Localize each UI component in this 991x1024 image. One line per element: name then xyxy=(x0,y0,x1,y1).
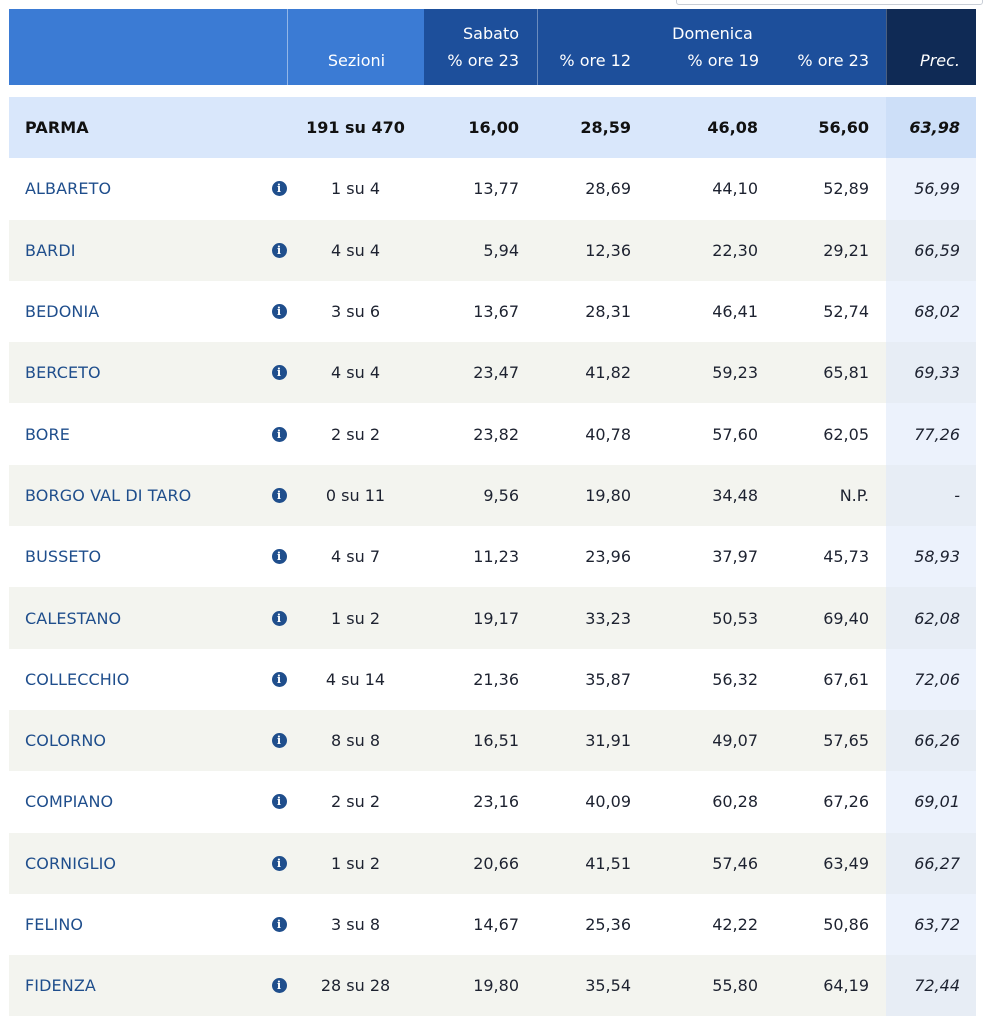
info-button[interactable] xyxy=(269,403,289,464)
domenica-ore23-value: 52,89 xyxy=(823,179,869,199)
municipality-name[interactable]: CORNIGLIO xyxy=(25,853,117,873)
total-domenica-ore12: 28,59 xyxy=(580,118,631,138)
domenica-ore12-value: 19,80 xyxy=(585,485,631,505)
info-circle-icon[interactable]: i xyxy=(272,181,287,196)
sezioni-count: 28 su 28 xyxy=(320,976,391,996)
info-circle-icon[interactable]: i xyxy=(272,488,287,503)
prec-value: 72,44 xyxy=(914,976,960,996)
info-button[interactable] xyxy=(269,955,289,1016)
prec-value: 66,59 xyxy=(914,240,960,260)
municipality-name[interactable]: FELINO xyxy=(25,915,84,934)
header-domenica-ore12: % ore 12 xyxy=(559,51,631,70)
header-blank-cell xyxy=(9,9,287,85)
table-row xyxy=(9,465,976,526)
info-button[interactable] xyxy=(269,526,289,587)
prec-value: - xyxy=(954,485,960,505)
domenica-ore19-value: 59,23 xyxy=(712,363,758,383)
domenica-ore19-value: 57,60 xyxy=(712,424,758,444)
domenica-ore12-value: 25,36 xyxy=(585,915,631,934)
domenica-ore12-value: 35,54 xyxy=(585,976,631,996)
municipality-name[interactable]: BERCETO xyxy=(25,363,101,383)
sezioni-count: 2 su 2 xyxy=(330,792,380,812)
total-sabato-ore23: 16,00 xyxy=(468,118,519,138)
domenica-ore23-value: N.P. xyxy=(839,485,869,505)
prec-value: 68,02 xyxy=(914,302,960,322)
municipality-name[interactable]: BORGO VAL DI TARO xyxy=(25,485,192,505)
prec-value: 66,27 xyxy=(914,853,960,873)
municipality-name[interactable]: BORE xyxy=(25,424,70,444)
header-sabato-label: Sabato xyxy=(463,24,519,43)
sabato-ore23-value: 20,66 xyxy=(473,853,519,873)
domenica-ore12-value: 41,82 xyxy=(585,363,631,383)
info-circle-icon[interactable]: i xyxy=(272,856,287,871)
sezioni-count: 4 su 7 xyxy=(330,547,380,567)
total-name: PARMA xyxy=(25,118,89,138)
table-row xyxy=(9,955,976,1016)
prec-value: 69,01 xyxy=(914,792,960,812)
table-row xyxy=(9,158,976,219)
header-domenica-label: Domenica xyxy=(672,24,753,43)
domenica-ore23-value: 57,65 xyxy=(823,731,869,751)
municipality-name[interactable]: ALBARETO xyxy=(25,179,112,199)
municipality-name[interactable]: COLORNO xyxy=(25,731,107,751)
municipality-name[interactable]: BEDONIA xyxy=(25,302,100,322)
prec-value: 77,26 xyxy=(914,424,960,444)
header-domenica xyxy=(537,9,886,85)
sabato-ore23-value: 23,16 xyxy=(473,792,519,812)
prec-value: 66,26 xyxy=(914,731,960,751)
domenica-ore19-value: 50,53 xyxy=(712,608,758,628)
info-circle-icon[interactable]: i xyxy=(272,304,287,319)
domenica-ore23-value: 52,74 xyxy=(823,302,869,322)
sezioni-count: 2 su 2 xyxy=(330,424,380,444)
domenica-ore23-value: 62,05 xyxy=(823,424,869,444)
domenica-ore19-value: 49,07 xyxy=(712,731,758,751)
header-sezioni xyxy=(287,9,424,85)
info-button[interactable] xyxy=(269,710,289,771)
municipality-name[interactable]: COMPIANO xyxy=(25,792,114,812)
table-row xyxy=(9,526,976,587)
prec-value: 62,08 xyxy=(914,608,960,628)
header-prec-label: Prec. xyxy=(920,51,960,70)
domenica-ore12-value: 40,09 xyxy=(585,792,631,812)
prec-value: 58,93 xyxy=(914,547,960,567)
total-domenica-ore19: 46,08 xyxy=(707,118,758,138)
info-circle-icon[interactable]: i xyxy=(272,733,287,748)
domenica-ore23-value: 67,26 xyxy=(823,792,869,812)
table-row xyxy=(9,342,976,403)
sezioni-count: 1 su 2 xyxy=(330,853,380,873)
domenica-ore23-value: 64,19 xyxy=(823,976,869,996)
total-domenica-ore23: 56,60 xyxy=(818,118,869,138)
municipality-name[interactable]: BUSSETO xyxy=(25,547,102,567)
info-button[interactable] xyxy=(269,587,289,648)
domenica-ore19-value: 42,22 xyxy=(712,915,758,934)
domenica-ore23-value: 45,73 xyxy=(823,547,869,567)
table-row xyxy=(9,771,976,832)
info-circle-icon[interactable]: i xyxy=(272,365,287,380)
sezioni-count: 4 su 4 xyxy=(330,363,380,383)
domenica-ore23-value: 50,86 xyxy=(823,915,869,934)
total-sezioni: 191 su 470 xyxy=(306,118,405,138)
domenica-ore23-value: 65,81 xyxy=(823,363,869,383)
turnout-table xyxy=(9,97,976,1016)
sabato-ore23-value: 16,51 xyxy=(473,731,519,751)
domenica-ore19-value: 46,41 xyxy=(712,302,758,322)
info-circle-icon[interactable]: i xyxy=(272,917,287,932)
domenica-ore12-value: 33,23 xyxy=(585,608,631,628)
domenica-ore19-value: 37,97 xyxy=(712,547,758,567)
domenica-ore23-value: 29,21 xyxy=(823,240,869,260)
domenica-ore12-value: 12,36 xyxy=(585,240,631,260)
table-row xyxy=(9,710,976,771)
info-button[interactable] xyxy=(269,771,289,832)
sabato-ore23-value: 23,82 xyxy=(473,424,519,444)
sabato-ore23-value: 23,47 xyxy=(473,363,519,383)
info-button[interactable] xyxy=(269,342,289,403)
domenica-ore12-value: 41,51 xyxy=(585,853,631,873)
header-sabato-ore23: % ore 23 xyxy=(447,51,519,70)
domenica-ore12-value: 40,78 xyxy=(585,424,631,444)
sabato-ore23-value: 14,67 xyxy=(473,915,519,934)
domenica-ore19-value: 56,32 xyxy=(712,669,758,689)
domenica-ore19-value: 60,28 xyxy=(712,792,758,812)
search-input[interactable] xyxy=(676,0,983,5)
domenica-ore23-value: 69,40 xyxy=(823,608,869,628)
header-sezioni-label: Sezioni xyxy=(327,51,386,70)
table-row xyxy=(9,894,976,955)
table-row xyxy=(9,220,976,281)
info-button[interactable] xyxy=(269,220,289,281)
info-circle-icon[interactable]: i xyxy=(272,978,287,993)
domenica-ore19-value: 55,80 xyxy=(712,976,758,996)
table-row xyxy=(9,587,976,648)
sabato-ore23-value: 11,23 xyxy=(473,547,519,567)
domenica-ore23-value: 63,49 xyxy=(823,853,869,873)
total-prec: 63,98 xyxy=(909,118,960,138)
domenica-ore12-value: 28,31 xyxy=(585,302,631,322)
sabato-ore23-value: 5,94 xyxy=(483,240,519,260)
table-row xyxy=(9,833,976,894)
table-row xyxy=(9,649,976,710)
info-button[interactable] xyxy=(269,465,289,526)
sabato-ore23-value: 19,80 xyxy=(473,976,519,996)
domenica-ore19-value: 57,46 xyxy=(712,853,758,873)
sabato-ore23-value: 9,56 xyxy=(483,485,519,505)
sabato-ore23-value: 21,36 xyxy=(473,669,519,689)
info-button[interactable] xyxy=(269,158,289,219)
sezioni-count: 8 su 8 xyxy=(330,731,380,751)
total-row xyxy=(9,97,976,158)
domenica-ore12-value: 28,69 xyxy=(585,179,631,199)
sabato-ore23-value: 13,67 xyxy=(473,302,519,322)
municipality-name[interactable]: FIDENZA xyxy=(25,976,96,996)
sezioni-count: 3 su 6 xyxy=(330,302,380,322)
prec-value: 56,99 xyxy=(914,179,960,199)
prec-value: 69,33 xyxy=(914,363,960,383)
sezioni-count: 4 su 14 xyxy=(325,669,386,689)
table-row xyxy=(9,403,976,464)
sezioni-count: 1 su 2 xyxy=(330,608,380,628)
domenica-ore12-value: 31,91 xyxy=(585,731,631,751)
domenica-ore19-value: 44,10 xyxy=(712,179,758,199)
table-row xyxy=(9,281,976,342)
domenica-ore19-value: 22,30 xyxy=(712,240,758,260)
municipality-name[interactable]: COLLECCHIO xyxy=(25,669,130,689)
info-circle-icon[interactable]: i xyxy=(272,549,287,564)
domenica-ore12-value: 23,96 xyxy=(585,547,631,567)
header-prec xyxy=(886,9,976,85)
header-domenica-ore19: % ore 19 xyxy=(687,51,759,70)
municipality-name[interactable]: BARDI xyxy=(25,240,76,260)
prec-value: 63,72 xyxy=(914,915,960,934)
sabato-ore23-value: 13,77 xyxy=(473,179,519,199)
info-button[interactable] xyxy=(269,281,289,342)
info-circle-icon[interactable]: i xyxy=(272,243,287,258)
header-domenica-ore23: % ore 23 xyxy=(797,51,869,70)
domenica-ore19-value: 34,48 xyxy=(712,485,758,505)
municipality-name[interactable]: CALESTANO xyxy=(25,608,122,628)
domenica-ore12-value: 35,87 xyxy=(585,669,631,689)
info-button[interactable] xyxy=(269,894,289,955)
info-circle-icon[interactable]: i xyxy=(272,794,287,809)
info-button[interactable] xyxy=(269,833,289,894)
info-circle-icon[interactable]: i xyxy=(272,611,287,626)
info-circle-icon[interactable]: i xyxy=(272,427,287,442)
info-button[interactable] xyxy=(269,649,289,710)
sezioni-count: 4 su 4 xyxy=(330,240,380,260)
header-sabato xyxy=(424,9,537,85)
sezioni-count: 3 su 8 xyxy=(330,915,380,934)
sabato-ore23-value: 19,17 xyxy=(473,608,519,628)
sezioni-count: 1 su 4 xyxy=(330,179,380,199)
info-circle-icon[interactable]: i xyxy=(272,672,287,687)
domenica-ore23-value: 67,61 xyxy=(823,669,869,689)
table-header xyxy=(9,9,976,85)
sezioni-count: 0 su 11 xyxy=(325,485,386,505)
prec-value: 72,06 xyxy=(914,669,960,689)
